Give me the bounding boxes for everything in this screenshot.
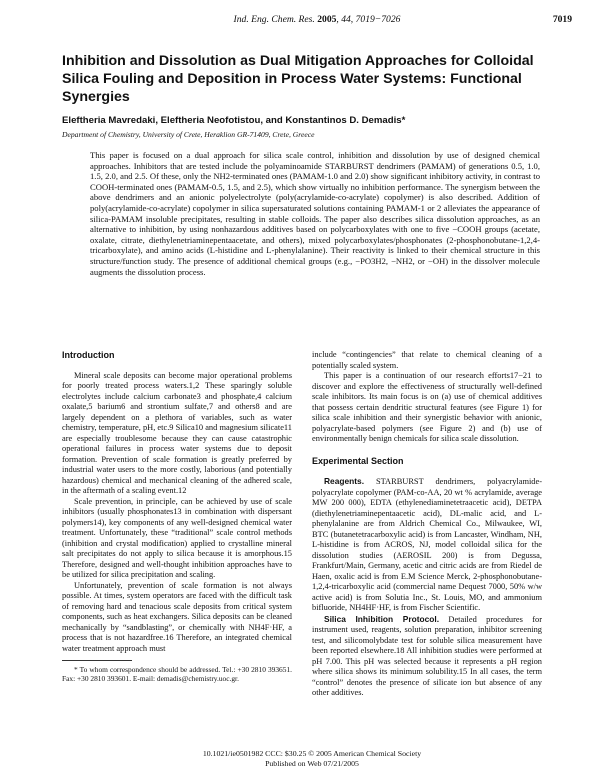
running-header (62, 14, 572, 28)
protocol-text: Detailed procedures for instrument used, reagents, solution preparation, inhibitor screening test, and silicomolybdate test for soluble silica measurement have been reported elsewhere.18 All inhibition studies were performed at pH 7.00. This pH was selected because it represents a pH region where silica shows its minimum solubility.15 In all cases, the term “control” denotes the presence of silicate ion but absence of any other additives. (312, 614, 542, 697)
section-heading-experimental: Experimental Section (312, 455, 404, 466)
protocol-paragraph (312, 614, 542, 699)
footnote-rule (62, 660, 132, 661)
page-number: 7019 (552, 14, 572, 25)
left-column (62, 350, 292, 683)
intro-paragraph: Mineral scale deposits can become major operational problems for poorly treated process waters.1,2 These sparingly soluble electrolytes include calcium carbonate3 and phosphate,4 calcium oxalate,5 barium6 and strontium sulfate,7 and others8 and are largely dependent on a plethora of variables, such as water chemistry, temperature, pH, etc.9 Silica10 and magnesium silicate11 are especially troublesome because they can cause catastrophic operational failures in process water systems due to deposit formation. Prevention of scale formation is greatly preferred by industrial water users to the more costly, laborious (and potentially hazardous) chemical and mechanical cleaning of the adhered scale, in the aftermath of a scaling event.12 (62, 370, 292, 495)
right-column (312, 350, 542, 699)
section-heading-introduction: Introduction (62, 350, 115, 360)
body-paragraph: This paper is a continuation of our research efforts17−21 to discover and explore the effectiveness of structurally well-defined scale inhibitors. Its main focus is on (a) use of chemical additives that possess certain dendritic structural features (see Figure 1) for silica scale inhibition and their synergistic behavior with anionic, polyacrylate-based polymers (see Figure 2) and (b) use of environmentally benign chemicals for silica scale dissolution. (312, 371, 542, 443)
author-list: Eleftheria Mavredaki, Eleftheria Neofotistou, and Konstantinos D. Demadis* (62, 115, 406, 126)
reagents-text: STARBURST dendrimers, polyacrylamide-polyacrylate copolymer (PAM-co-AA, 20 wt % acrylamide, average MW 200 000), EDTA (ethylenediaminetetraacetic acid), DETPA (diethylenetriaminepentaacetic acid), DL-malic acid, and L-phenylalanine are from Aldrich Chemical Co., Milwaukee, WI, BTC (butanetetracarboxylic acid) is from Lancaster, Windham, NH, L-histidine is from ACROS, NJ, model colloidal silica for the dissolution studies (AEROSIL 200) is from Degussa, Frankfurt/Main, Germany, acetic and citric acids are from Riedel de Haen, oxalic acid is from E.M Science Merck, 2-phosphonobutane-1,2,4-tricarboxylic acid (commercial name Dequest 7000, 50% w/w active acid) is from Solutia Inc., St. Louis, MO, and ammonium bifluoride, NH4HF·HF, is from Fischer Scientific. (312, 477, 543, 612)
page-footer (62, 749, 562, 769)
reagents-paragraph (312, 476, 542, 614)
published-date: Published on Web 07/21/2005 (265, 759, 359, 768)
affiliation: Department of Chemistry, University of Crete, Heraklion GR-71409, Crete, Greece (62, 130, 315, 139)
protocol-label: Silica Inhibition Protocol. (324, 613, 440, 624)
doi-line: 10.1021/ie0501982 CCC: $30.25 © 2005 American Chemical Society (202, 749, 422, 758)
intro-paragraph: Scale prevention, in principle, can be achieved by use of scale inhibitors (usually phosphonates13 in combination with dispersant polymers14), key components of any well-designed chemical water treatment. Unfortunately, these “traditional” scale control methods (inhibition and crystal modification) applied to crystalline mineral salt precipitates do not apply to silica because it is amorphous.15 Therefore, designed and well-thought inhibition approaches have to be utilized for silica precipitation and scaling. (62, 496, 292, 579)
article-title: Inhibition and Dissolution as Dual Mitigation Approaches for Colloidal Silica Fouling and Deposition in Process Water Systems: Functional Synergies (62, 53, 534, 105)
body-paragraph: include “contingencies” that relate to chemical cleaning of a potentially scaled system. (312, 350, 542, 370)
intro-paragraph: Unfortunately, prevention of scale formation is not always possible. At times, system operators are faced with the difficult task of removing hard and tenacious scale deposits from critical system components, such as heat exchangers. Silica deposits can be cleaned mechanically by “sandblasting”, or chemically with NH4F·HF, a process that is not hazardfree.16 Therefore, an integrated chemical water treatment approach must (62, 580, 292, 653)
abstract: This paper is focused on a dual approach for silica scale control, inhibition and dissolution by use of designed chemical approaches. Inhibitors that are tested include the polyaminoamide STARBURST dendrimers (PAMAM) of generations 0.5, 1.0, 1.5, 2.0, and 2.5. Of these, only the NH2-terminated ones (PAMAM-1.0 and 2.0) show significant inhibitory activity, in contrast to COOH-terminated ones (PAMAM-0.5, 1.5, and 2.5), which show virtually no inhibition performance. The synergism between the above dendrimers and an anionic polyelectrolyte (poly(acrylamide-co-acrylate) copolymer) is also described. Addition of poly(acrylamide-co-acrylate) copolymer in silica supersaturated solutions containing PAMAM-1 or 2 alleviates the appearance of silica-PAMAM insoluble precipitates, resulting in stable colloids. The paper also describes silica dissolution approaches, as an alternative to inhibition, by using nonhazardous additives based on polycarboxylates with one to five −COOH groups (acetate, oxalate, citrate, diethylenetriaminepentaacetate, and others), mixed polycarboxylates/phosphonates (2-phosphonobutane-1,2,4-tricarboxylate), and amino acids (L-histidine and L-phenylalanine). Their reactivity is linked to their chemical structure in this structure/function study. The presence of additional chemical groups (e.g., −PO3H2, −NH2, or −OH) in the dissolver molecule augments the dissolution process. (90, 150, 540, 277)
reagents-label: Reagents. (324, 476, 365, 486)
journal-citation: Ind. Eng. Chem. Res. 2005, 44, 7019−7026 (233, 14, 401, 25)
correspondence-footnote: * To whom correspondence should be addressed. Tel.: +30 2810 393651. Fax: +30 2810 393601. E-mail: demadis@chemistry.uoc.gr. (62, 665, 292, 683)
